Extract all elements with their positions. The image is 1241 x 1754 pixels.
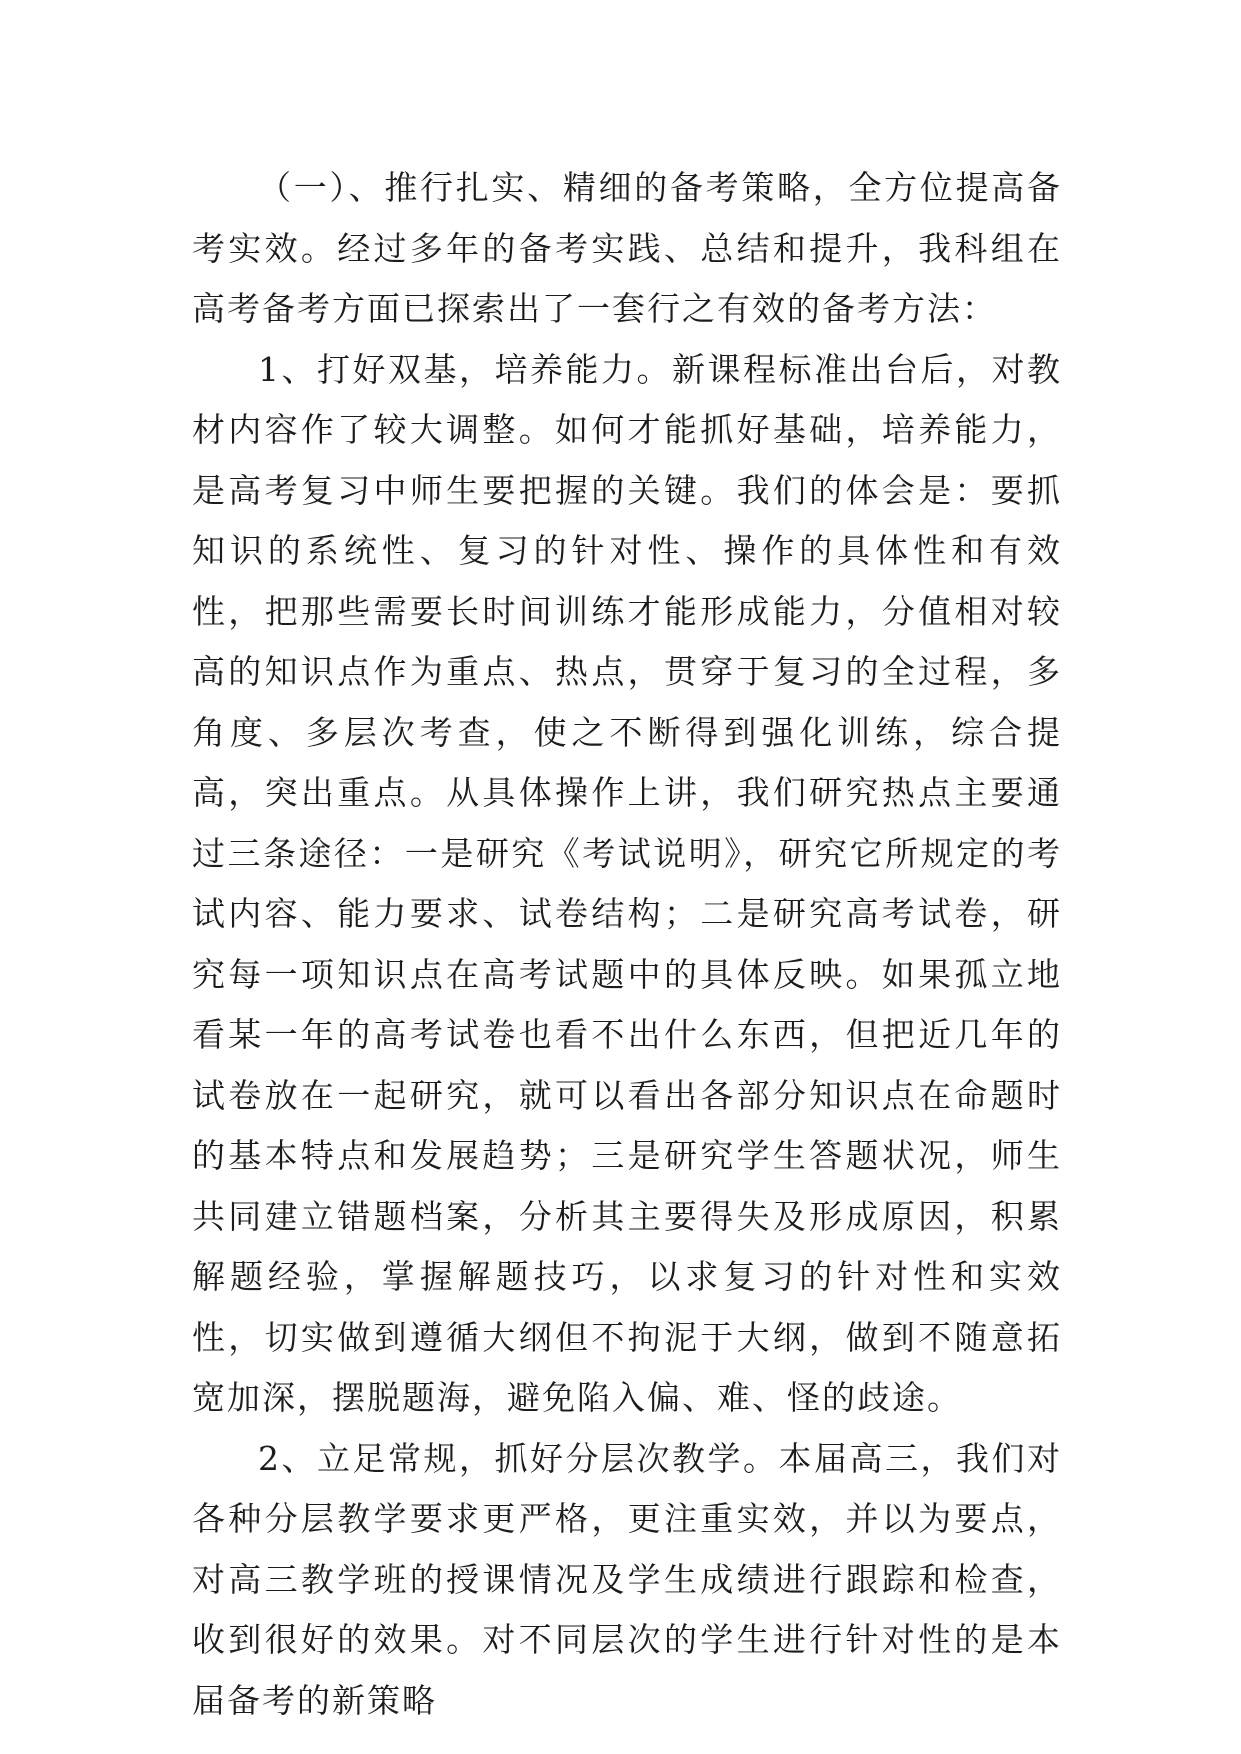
document-body xyxy=(192,158,1062,1731)
paragraph-layered-teaching: 2、立足常规，抓好分层次教学。本届高三，我们对各种分层教学要求更严格，更注重实效，并以为要点，对高三教学班的授课情况及学生成绩进行跟踪和检查，收到很好的效果。对不同层次的学生进行针对性的是本届备考的新策略 xyxy=(192,1438,1062,1720)
paragraph-strategy-intro: （一）、推行扎实、精细的备考策略，全方位提高备考实效。经过多年的备考实践、总结和提升，我科组在高考备考方面已探索出了一套行之有效的备考方法： xyxy=(192,168,1062,328)
paragraph-basics-ability: 1、打好双基，培养能力。新课程标准出台后，对教材内容作了较大调整。如何才能抓好基础，培养能力，是高考复习中师生要把握的关键。我们的体会是：要抓知识的系统性、复习的针对性、操作的具体性和有效性，把那些需要长时间训练才能形成能力，分值相对较高的知识点作为重点、热点，贯穿于复习的全过程，多角度、多层次考查，使之不断得到强化训练，综合提高，突出重点。从具体操作上讲，我们研究热点主要通过三条途径：一是研究《考试说明》，研究它所规定的考试内容、能力要求、试卷结构；二是研究高考试卷，研究每一项知识点在高考试题中的具体反映。如果孤立地看某一年的高考试卷也看不出什么东西，但把近几年的试卷放在一起研究，就可以看出各部分知识点在命题时的基本特点和发展趋势；三是研究学生答题状况，师生共同建立错题档案，分析其主要得失及形成原因，积累解题经验，掌握解题技巧，以求复习的针对性和实效性，切实做到遵循大纲但不拘泥于大纲，做到不随意拓宽加深，摆脱题海，避免陷入偏、难、怪的歧途。 xyxy=(192,349,1062,1417)
